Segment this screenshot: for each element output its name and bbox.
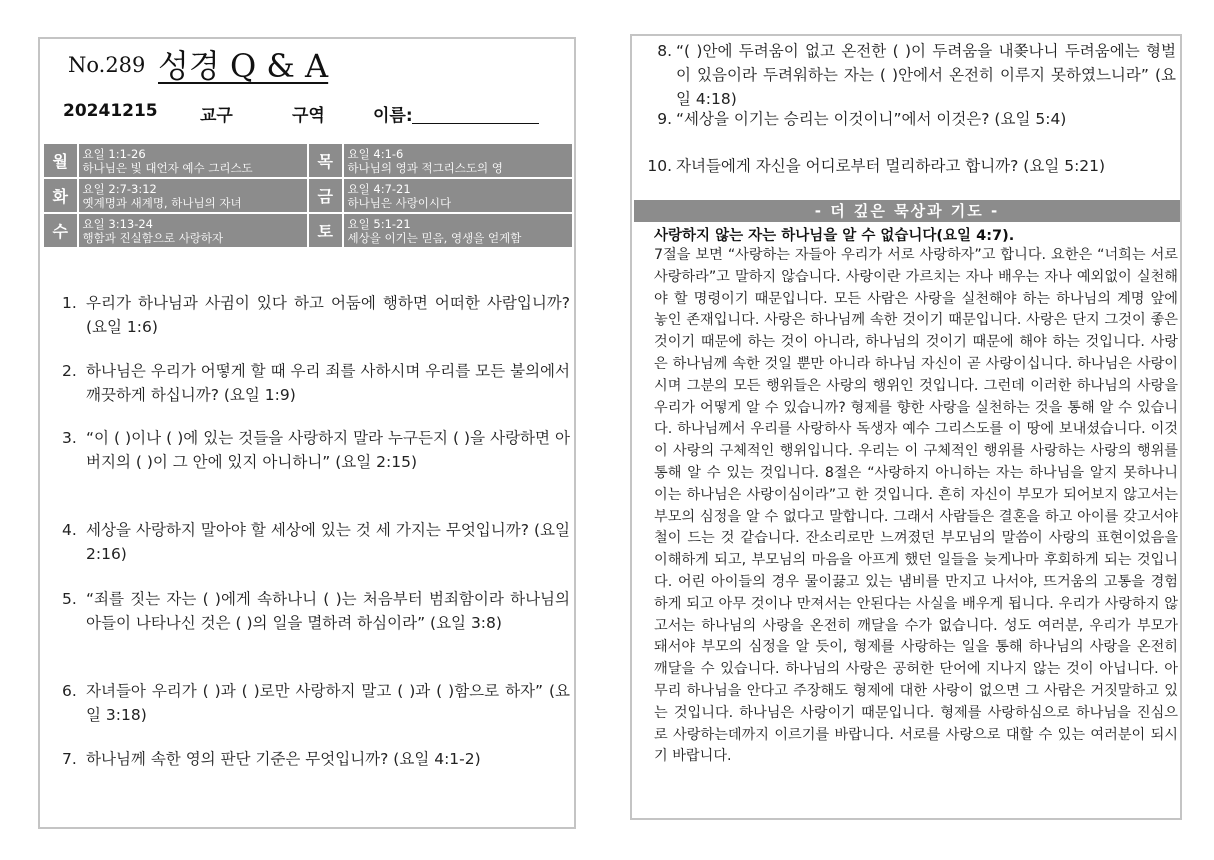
schedule-desc: 하나님의 영과 적그리스도의 영	[347, 160, 503, 175]
schedule-ref: 요일 2:7-3:12	[82, 181, 157, 196]
schedule-day: 월	[43, 143, 78, 178]
question-text: “세상을 이기는 승리는 이것이니”에서 이것은? (요일 5:4)	[676, 110, 1067, 128]
question-number: 4.	[62, 521, 77, 539]
question-text: “이 ( )이나 ( )에 있는 것들을 사랑하지 말라 누구든지 ( )을 사랑하면 아버지의 ( )이 그 안에 있지 아니하니” (요일 2:15)	[86, 429, 570, 471]
schedule-cell	[343, 143, 574, 178]
schedule-row	[43, 213, 573, 248]
question-text: 우리가 하나님과 사귐이 있다 하고 어둠에 행하면 어떠한 사람입니까? (요일 1:6)	[86, 294, 570, 336]
schedule-desc: 하나님은 빛 대언자 예수 그리스도	[82, 160, 253, 175]
question-text: “죄를 짓는 자는 ( )에게 속하나니 ( )는 처음부터 범죄함이라 하나님의 아들이 나타나신 것은 ( )의 일을 멸하려 하심이라” (요일 3:8)	[86, 590, 570, 632]
schedule-ref: 요일 4:7-21	[347, 181, 411, 196]
question-item	[62, 518, 570, 566]
district-label: 교구	[200, 106, 233, 126]
name-label: 이름:	[373, 106, 413, 126]
section-label: 구역	[292, 106, 325, 126]
schedule-day: 목	[308, 143, 343, 178]
schedule-cell	[78, 178, 308, 213]
schedule-cell	[78, 213, 308, 248]
meditation-title: 사랑하지 않는 자는 하나님을 알 수 없습니다(요일 4:7).	[654, 228, 1015, 244]
question-item	[62, 426, 570, 474]
question-item	[646, 39, 1176, 111]
question-item	[62, 291, 570, 339]
question-item	[62, 679, 570, 727]
question-number: 10.	[647, 157, 672, 175]
schedule-day: 토	[308, 213, 343, 248]
schedule-cell	[78, 143, 308, 178]
question-text: “( )안에 두려움이 없고 온전한 ( )이 두려움을 내쫒나니 두려움에는 형벌이 있음이라 두려워하는 자는 ( )안에서 온전히 이루지 못하였느니라” (요일 4:18)	[676, 42, 1176, 108]
right-page	[630, 34, 1182, 820]
schedule-ref: 요일 4:1-6	[347, 146, 404, 161]
schedule-day: 수	[43, 213, 78, 248]
meditation-body: 7절을 보면 “사랑하는 자들아 우리가 서로 사랑하자”고 합니다. 요한은 “너희는 서로 사랑하라”고 말하지 않습니다. 사랑이란 가르치는 자나 배우는 자나 예외없이 실천해야 할 명령이기 때문입니다. 모든 사람은 사랑을 실천해야 하는 하나님의 계명 앞에 놓인 존재입니다. 사랑은 하나님께 속한 것이기 때문입니다. 사랑은 단지 그것이 좋은 것이기 때문에 하는 것이 아니라, 하나님의 것이기 때문에 해야 하는 것입니다. 사랑은 하나님께 속한 것일 뿐만 아니라 하나님 자신이 곧 사랑이십니다. 하나님은 사랑이시며 그분의 모든 행위들은 사랑의 행위인 것입니다. 그런데 이러한 하나님의 사랑을 우리가 어떻게 알 수 있습니까? 형제를 향한 사랑을 실천하는 것을 통해 알 수 있습니다. 하나님께서 우리를 사랑하사 독생자 예수 그리스도를 이 땅에 보내셨습니다. 이것이 사랑의 구체적인 행위입니다. 우리는 이 구체적인 행위를 사랑하는 사랑의 행위를 통해 알 수 있는 것입니다. 8절은 “사랑하지 아니하는 자는 하나님을 알지 못하나니 이는 하나님은 사랑이심이라”고 한 것입니다. 흔히 자신이 부모가 되어보지 않고서는 부모의 심정을 알 수 없다고 말합니다. 그래서 사람들은 결혼을 하고 아이를 갖고서야 철이 드는 것 같습니다. 잔소리로만 느껴졌던 부모님의 말씀이 사랑의 표현이었음을 이해하게 되고, 부모님의 마음을 아프게 했던 일들을 늦게나마 후회하게 되는 것입니다. 어린 아이들의 경우 물이끓고 있는 냄비를 만지고 나서야, 뜨거움의 고통을 경험하게 되고 아무 것이나 만져서는 안된다는 사실을 배우게 됩니다. 우리가 사랑하지 않고서는 하나님의 사랑을 온전히 깨달을 수가 없습니다. 성도 여러분, 우리가 부모가 돼서야 부모의 심정을 알 듯이, 형제를 사랑하는 일을 통해 하나님의 사랑을 온전히 깨달을 수 있습니다. 하나님의 사랑은 공허한 단어에 지나지 않는 것이 아닙니다. 아무리 하나님을 안다고 주장해도 형제에 대한 사랑이 없으면 그 사람은 거짓말하고 있는 것입니다. 하나님은 사랑이기 때문입니다. 형제를 사랑하심으로 하나님을 진심으로 사랑하는데까지 이르기를 바랍니다. 서로를 사랑으로 대할 수 있는 여러분이 되시기 바랍니다.	[654, 247, 1178, 765]
schedule-desc: 행함과 진실함으로 사랑하자	[82, 230, 224, 245]
schedule-desc: 세상을 이기는 믿음, 영생을 얻게함	[347, 230, 522, 245]
schedule-ref: 요일 3:13-24	[82, 216, 153, 231]
question-text: 하나님께 속한 영의 판단 기준은 무엇입니까? (요일 4:1-2)	[86, 750, 481, 768]
schedule-desc: 하나님은 사랑이시다	[347, 195, 452, 210]
schedule-ref: 요일 1:1-26	[82, 146, 146, 161]
question-number: 9.	[657, 110, 672, 128]
schedule-row	[43, 178, 573, 213]
schedule-desc: 옛계명과 새계명, 하나님의 자녀	[82, 195, 242, 210]
question-text: 하나님은 우리가 어떻게 할 때 우리 죄를 사하시며 우리를 모든 불의에서 깨끗하게 하십니까? (요일 1:9)	[86, 362, 570, 404]
schedule-cell	[343, 213, 574, 248]
question-text: 자녀들에게 자신을 어디로부터 멀리하라고 합니까? (요일 5:21)	[676, 157, 1106, 175]
schedule-ref: 요일 5:1-21	[347, 216, 411, 231]
left-page	[38, 37, 576, 829]
question-number: 5.	[62, 590, 77, 608]
page-title: 성경 Q & A	[158, 47, 329, 85]
question-item	[62, 359, 570, 407]
question-text: 세상을 사랑하지 말아야 할 세상에 있는 것 세 가지는 무엇입니까? (요일 2:16)	[86, 521, 570, 563]
question-number: 1.	[62, 294, 77, 312]
schedule-day: 화	[43, 178, 78, 213]
question-number: 8.	[657, 42, 672, 60]
reading-schedule	[42, 142, 574, 249]
date: 20241215	[63, 101, 158, 121]
meditation-band: - 더 깊은 묵상과 기도 -	[634, 200, 1180, 222]
schedule-day: 금	[308, 178, 343, 213]
name-blank-line	[412, 123, 539, 124]
question-text: 자녀들아 우리가 ( )과 ( )로만 사랑하지 말고 ( )과 ( )함으로 하자” (요일 3:18)	[86, 682, 570, 724]
question-number: 2.	[62, 362, 77, 380]
question-number: 3.	[62, 429, 77, 447]
question-number: 6.	[62, 682, 77, 700]
schedule-row	[43, 143, 573, 178]
question-item	[62, 587, 570, 635]
question-item	[62, 747, 570, 771]
issue-number: No.289	[68, 53, 146, 77]
question-item	[646, 154, 1176, 178]
question-number: 7.	[62, 750, 77, 768]
question-item	[646, 107, 1176, 131]
schedule-cell	[343, 178, 574, 213]
